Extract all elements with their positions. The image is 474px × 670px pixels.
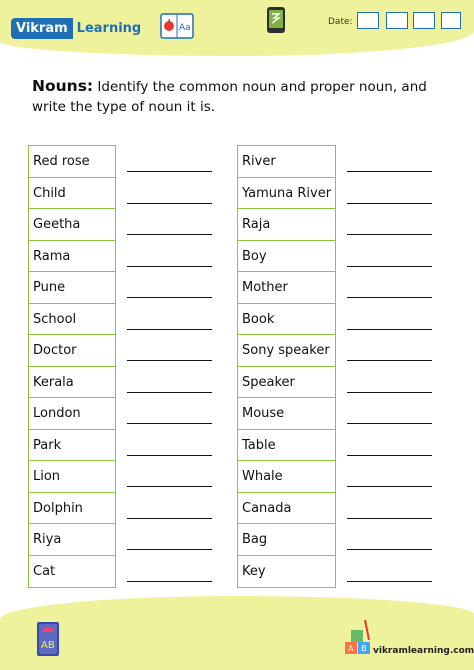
instructions-text: Identify the common noun and proper noun, and write the type of noun it is. [32,79,427,115]
word-cell: London [29,398,115,430]
word-cell: Child [29,178,115,210]
word-cell: Key [242,563,266,579]
answer-line[interactable] [347,455,432,456]
word-cell: Kerala [29,367,115,399]
left-word-list [28,145,116,588]
abc-book-icon [35,620,61,658]
date-box-2[interactable] [386,12,408,29]
answer-line[interactable] [127,234,212,235]
date-box-1[interactable] [357,12,379,29]
svg-text:A: A [348,644,354,653]
answer-line[interactable] [127,203,212,204]
answer-line[interactable] [127,581,212,582]
left-column [28,145,116,588]
word-cell: Book [238,304,335,336]
tablet-icon [266,6,286,34]
answer-line[interactable] [127,518,212,519]
svg-text:AB: AB [41,640,55,651]
answer-line[interactable] [127,360,212,361]
word-cell: Red rose [29,146,115,178]
word-cell: Canada [238,493,335,525]
word-cell: Raja [238,209,335,241]
svg-text:Aa: Aa [179,23,191,33]
word-cell: Sony speaker [238,335,335,367]
word-cell: Whale [238,461,335,493]
answer-line[interactable] [347,360,432,361]
answer-line[interactable] [127,329,212,330]
answer-line[interactable] [347,486,432,487]
word-cell: Cat [33,563,56,579]
answer-line[interactable] [127,486,212,487]
word-cell: Lion [29,461,115,493]
answer-line[interactable] [347,266,432,267]
answer-line[interactable] [347,423,432,424]
word-cell: Dolphin [29,493,115,525]
answer-line[interactable] [347,392,432,393]
word-cell: Boy [238,241,335,273]
date-label: Date: [328,17,353,27]
instructions-heading: Nouns: [32,77,94,95]
answer-line[interactable] [347,234,432,235]
brand-logo [11,17,145,39]
answer-line[interactable] [347,329,432,330]
abc-blocks-icon [343,618,373,658]
answer-line[interactable] [127,266,212,267]
word-cell: Mouse [238,398,335,430]
answer-line[interactable] [127,549,212,550]
right-word-list [237,145,336,588]
word-cell: Bag [238,524,335,556]
word-cell: Riya [29,524,115,556]
answer-line[interactable] [127,171,212,172]
word-cell: River [238,146,335,178]
word-cell: School [29,304,115,336]
answer-line[interactable] [347,581,432,582]
date-box-4[interactable] [441,12,461,29]
instructions [32,76,452,117]
brand-part2: Learning [76,20,142,36]
answer-line[interactable] [127,297,212,298]
word-cell: Rama [29,241,115,273]
right-column [237,145,336,588]
answer-line[interactable] [347,203,432,204]
word-cell: Pune [29,272,115,304]
word-cell: Park [29,430,115,462]
answer-line[interactable] [127,392,212,393]
answer-line[interactable] [347,297,432,298]
answer-line[interactable] [347,518,432,519]
footer-url[interactable]: vikramlearning.com [373,646,474,656]
brand-part1: Vikram [11,18,73,39]
word-cell: Mother [238,272,335,304]
footer-band [0,596,474,670]
answer-line[interactable] [347,549,432,550]
apple-book-icon [159,10,195,42]
word-cell: Yamuna River [238,178,335,210]
word-cell: Geetha [29,209,115,241]
word-cell: Doctor [29,335,115,367]
word-cell: Table [238,430,335,462]
date-box-3[interactable] [413,12,435,29]
answer-line[interactable] [127,455,212,456]
answer-line[interactable] [347,171,432,172]
word-cell: Speaker [238,367,335,399]
svg-text:B: B [361,644,367,653]
answer-line[interactable] [127,423,212,424]
